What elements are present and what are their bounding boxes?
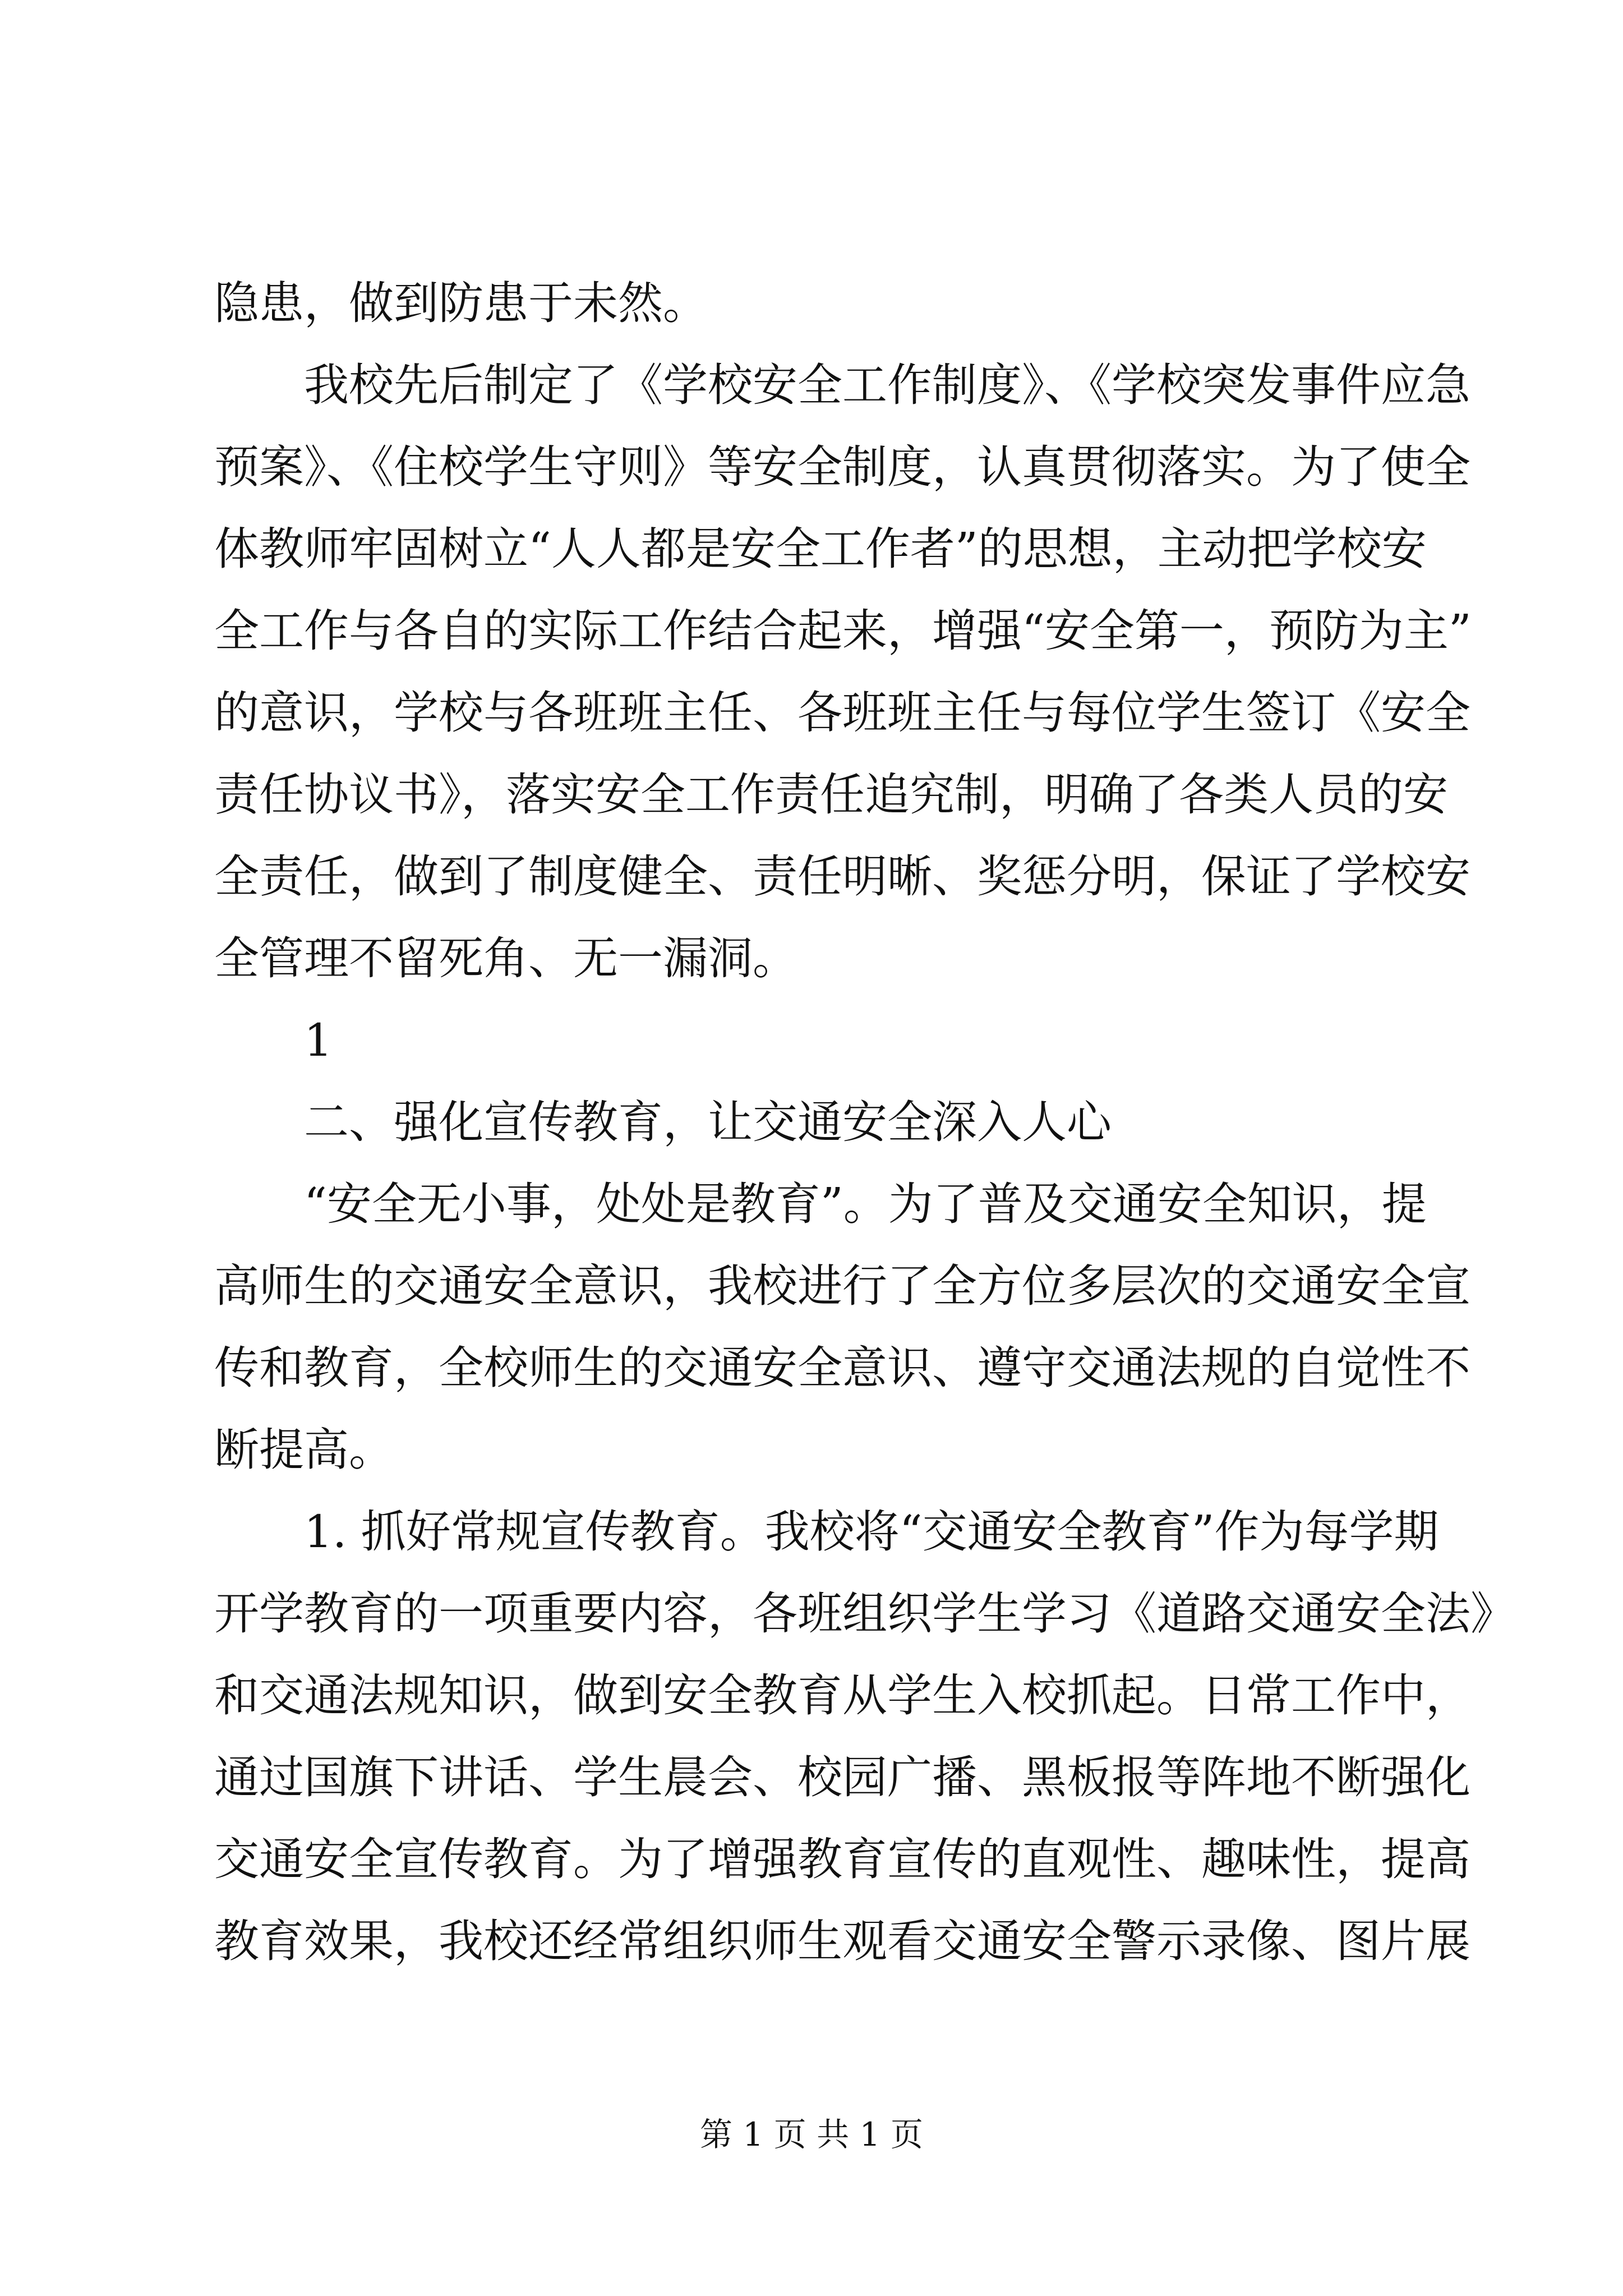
text-line: 通过国旗下讲话、学生晨会、校园广播、黑板报等阵地不断强化 [214, 1751, 1470, 1803]
text-line: 的意识，学校与各班班主任、各班班主任与每位学生签订《安全 [214, 687, 1470, 739]
text-line: “安全无小事，处处是教育”。为了普及交通安全知识，提 [304, 1178, 1427, 1230]
document-body [214, 263, 1515, 1982]
text-line: 全工作与各自的实际工作结合起来，增强“安全第一，预防为主” [214, 605, 1472, 657]
page-footer: 第 1 页 共 1 页 [700, 2115, 923, 2154]
text-line: 1. 抓好常规宣传教育。我校将“交通安全教育”作为每学期 [304, 1506, 1439, 1558]
text-line: 高师生的交通安全意识，我校进行了全方位多层次的交通安全宣 [214, 1260, 1470, 1312]
text-line: 教育效果，我校还经常组织师生观看交通安全警示录像、图片展 [214, 1915, 1470, 1967]
text-line: 全责任，做到了制度健全、责任明晰、奖惩分明，保证了学校安 [214, 850, 1470, 903]
text-line: 传和教育，全校师生的交通安全意识、遵守交通法规的自觉性不 [214, 1342, 1470, 1394]
text-line: 隐患，做到防患于未然。 [214, 277, 708, 329]
text-line: 我校先后制定了《学校安全工作制度》、《学校突发事件应急 [304, 359, 1470, 411]
text-line: 全管理不留死角、无一漏洞。 [214, 932, 797, 984]
text-line: 1 [304, 1014, 333, 1066]
text-line: 预案》、《住校学生守则》等安全制度，认真贯彻落实。为了使全 [214, 441, 1470, 493]
section-heading: 二、强化宣传教育，让交通安全深入人心 [304, 1096, 1112, 1148]
text-line: 开学教育的一项重要内容，各班组织学生学习《道路交通安全法》 [214, 1588, 1515, 1640]
text-line: 和交通法规知识，做到安全教育从学生入校抓起。日常工作中， [214, 1669, 1470, 1722]
text-line: 断提高。 [214, 1424, 394, 1476]
text-line: 交通安全宣传教育。为了增强教育宣传的直观性、趣味性，提高 [214, 1833, 1470, 1885]
text-line: 体教师牢固树立“人人都是安全工作者”的思想，主动把学校安 [214, 523, 1427, 575]
text-line: 责任协议书》，落实安全工作责任追究制，明确了各类人员的安 [214, 769, 1448, 821]
